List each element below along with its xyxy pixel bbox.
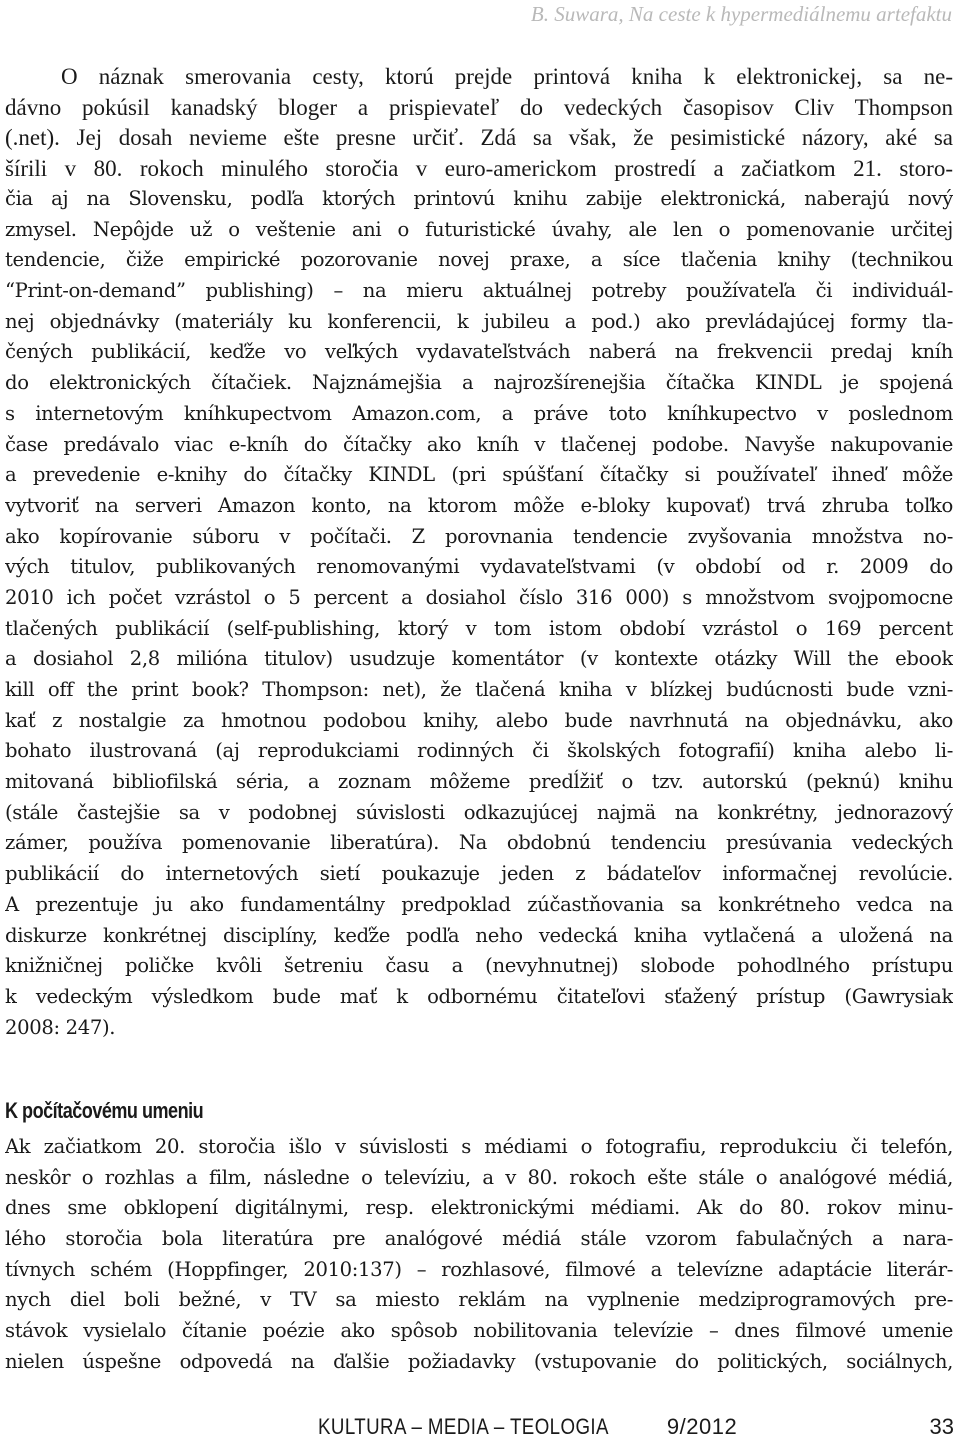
running-head: B. Suwara, Na ceste k hypermediálnemu artefaktu [530, 2, 952, 26]
journal-footer [318, 1414, 737, 1440]
text-line: a prevedenie e-knihy do čítačky KINDL (pri spúšťaní čítačky si používateľ ihneď môže [5, 463, 953, 487]
text-line: s internetovým kníhkupectvom Amazon.com, a práve toto kníhkupectvo v poslednom [5, 401, 953, 425]
text-line: O náznak smerovania cesty, ktorú prejde printová kniha k elektronickej, sa ne- [61, 64, 953, 89]
text-line: knižničnej poličke kvôli šetreniu času a (nevyhnutnej) slobode pohodlného prístupu [5, 954, 953, 978]
text-line: kill off the print book? Thompson: net), že tlačená kniha v blízkej budúcnosti bude vzni- [5, 678, 953, 701]
text-line: zmysel. Nepôjde už o veštenie ani o futuristické úvahy, ale len o pomenovanie určitej [5, 217, 953, 241]
text-line: stávok vysielalo čítanie poézie ako spôsob nobilitovania televízie – dnes filmové umenie [5, 1319, 953, 1343]
text-line: do elektronických čítačiek. Najznámejšia a najrozšírenejšia čítačka KINDL je spojená [5, 371, 953, 395]
page-number: 33 [929, 1414, 954, 1439]
text-line: vytvoriť na serveri Amazon konto, na ktorom môže e-bloky kupovať) trvá zhruba toľko [5, 493, 953, 517]
issue-number: 9/2012 [666, 1414, 738, 1439]
text-line: čia aj na Slovensku, podľa ktorých printovú knihu zabije elektronická, naberajú nový [5, 187, 953, 210]
text-line: 2010 ich počet vzrástol o 5 percent a dosiahol číslo 316 000) s množstvom svojpomocne [5, 585, 953, 609]
text-line: (.net). Jej dosah nevieme ešte presne určiť. Zdá sa však, že pesimistické názory, aké sa [5, 125, 953, 151]
main-paragraph [5, 184, 953, 1043]
section-heading: K počítačovému umeniu [5, 1098, 204, 1123]
text-line: zámer, používa pomenovanie liberatúra). Na obdobnú tendenciu presúvania vedeckých [5, 831, 953, 855]
text-line: A prezentuje ju ako fundamentálny predpoklad zúčastňovania sa konkrétneho vedca na [5, 892, 953, 916]
section-paragraph [5, 1132, 953, 1378]
intro-paragraph [5, 62, 953, 185]
text-line: nej objednávky (materiály ku konferencii, k jubileu a pod.) ako prevládajúcej formy tla- [5, 309, 953, 333]
text-line: Ak začiatkom 20. storočia išlo v súvislosti s médiami o fotografiu, reprodukciu či telefón, [5, 1135, 953, 1158]
text-line: čených publikácií, keďže vo veľkých vydavateľstvách naberá na frekvencii predaj kníh [5, 340, 953, 364]
text-line: nych diel boli bežné, v TV sa miesto reklám na vyplnenie medziprogramových pre- [5, 1288, 953, 1312]
text-line: “Print-on-demand” publishing) – na mieru aktuálnej potreby používateľa či individuál- [5, 279, 953, 303]
text-line: čase predávalo viac e-kníh do čítačky ako kníh v tlačenej podobe. Navyše nakupovanie [5, 432, 953, 456]
text-line: šírili v 80. rokoch minulého storočia v euro-americkom prostredí a začiatkom 21. storo- [5, 156, 953, 182]
text-line: dnes sme obklopení digitálnymi, resp. elektronickými médiami. Ak do 80. rokov minu- [5, 1196, 953, 1220]
text-line: vých titulov, publikovaných renomovanými vydavateľstvami (v období od r. 2009 do [5, 555, 953, 579]
text-line: tívnych schém (Hoppfinger, 2010:137) – rozhlasové, filmové a televízne adaptácie literár- [5, 1257, 953, 1281]
text-line: lého storočia bola literatúra pre analógové médiá stále vzorom fabulačných a nara- [5, 1227, 953, 1251]
text-line: mitovaná bibliofilská séria, a zoznam môžeme predĺžiť o tzv. autorskú (peknú) knihu [5, 770, 953, 794]
text-line: tendencie, čiže empirické pozorovanie novej praxe, a síce tlačenia knihy (technikou [5, 248, 953, 272]
text-line: dávno pokúsil kanadský bloger a prispievateľ do vedeckých časopisov Cliv Thompson [5, 94, 953, 120]
text-line: (stále častejšie sa v podobnej súvislosti odkazujúcej najmä na konkrétny, jednorazový [5, 800, 953, 824]
text-line: diskurze konkrétnej disciplíny, keďže podľa neho vedecká kniha vytlačená a uložená na [5, 923, 953, 947]
text-line: k vedeckým výsledkom bude mať k odbornému čitateľovi sťažený prístup (Gawrysiak [5, 984, 953, 1008]
text-line: kať z nostalgie za hmotnou podobou knihy, alebo bude navrhnutá na objednávku, ako [5, 708, 953, 732]
text-line: neskôr o rozhlas a film, následne o televíziu, a v 80. rokoch ešte stále o analógové médiá, [5, 1165, 953, 1189]
text-line: bohato ilustrovaná (aj reprodukciami rodinných či školských fotografií) kniha alebo li- [5, 739, 953, 763]
text-line: 2008: 247). [5, 1015, 116, 1039]
text-line: publikácií do internetových sietí poukazuje jeden z bádateľov informačnej revolúcie. [5, 862, 953, 886]
text-line: tlačených publikácií (self-publishing, ktorý v tom istom období vzrástol o 169 percent [5, 616, 953, 640]
text-line: ako kopírovanie súboru v počítači. Z porovnania tendencie zvyšovania množstva no- [5, 524, 953, 548]
text-line: a dosiahol 2,8 milióna titulov) usudzuje komentátor (v kontexte otázky Will the ebook [5, 647, 953, 671]
text-line: nielen úspešne odpovedá na ďalšie požiadavky (vstupovanie do politických, sociálnych, [5, 1349, 953, 1373]
journal-title: KULTURA – MEDIA – TEOLOGIA [318, 1414, 609, 1439]
